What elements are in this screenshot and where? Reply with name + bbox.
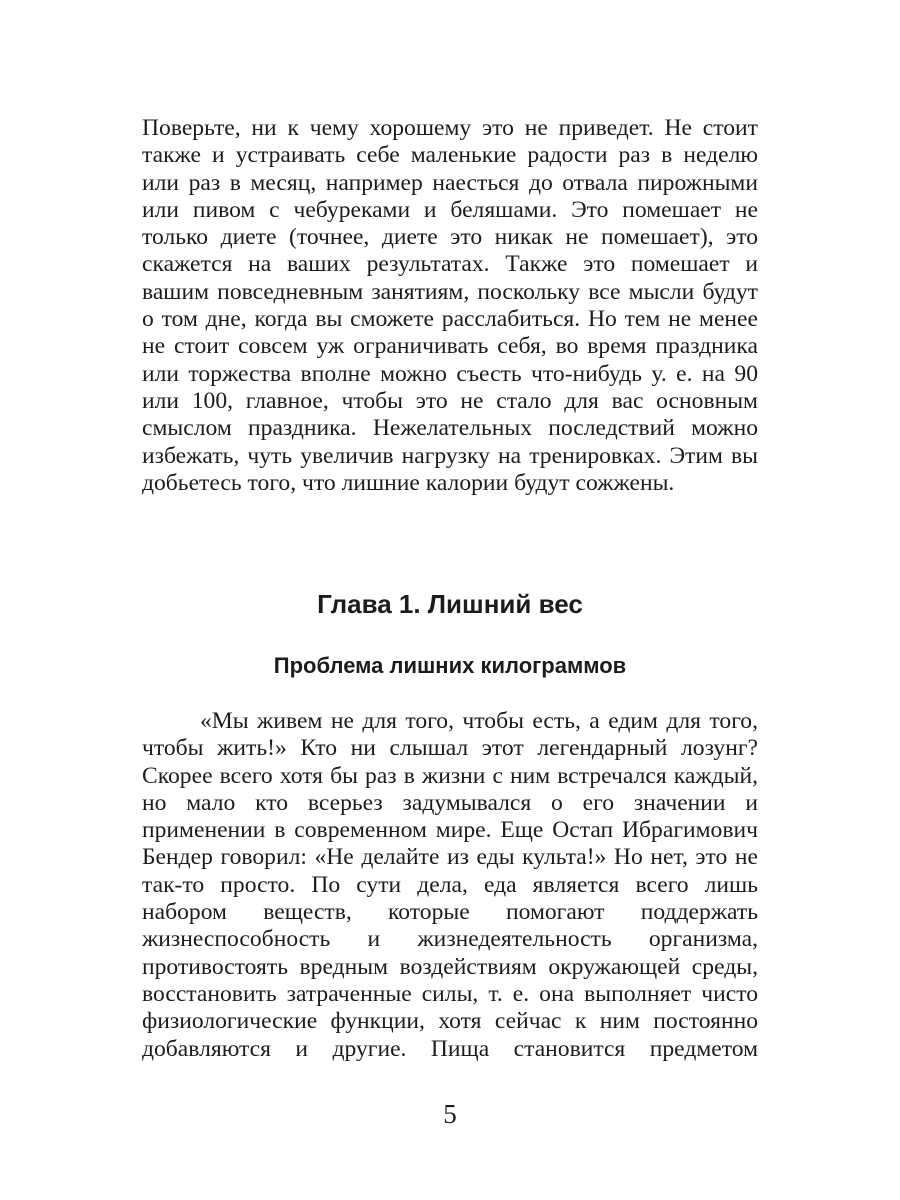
bottom-text-block (142, 708, 758, 1063)
page-number: 5 (443, 1099, 457, 1129)
paragraph-continued: Поверьте, ни к чему хорошему это не приведет. Не стоит также и устраивать себе маленькие радости раз в неделю или раз в месяц, например наесться до отвала пирожными или пивом с чебуреками и беляшами. Это помешает не только диете (точнее, диете это никак не помешает), это скажется на ваших результатах. Также это помешает и вашим повседневным занятиям, поскольку все мысли будут о том дне, когда вы сможете расслабиться. Но тем не менее не стоит совсем уж ограничивать себя, во время праздника или торжества вполне можно съесть что-нибудь у. е. на 90 или 100, главное, чтобы это не стало для вас основным смыслом праздника. Нежелательных последствий можно избежать, чуть увеличив нагрузку на тренировках. Этим вы добьетесь того, что лишние калории будут сожжены. (142, 115, 758, 496)
top-text-block (142, 115, 758, 497)
chapter-title: Глава 1. Лишний вес (317, 589, 583, 619)
section-title: Проблема лишних килограммов (273, 653, 627, 678)
paragraph-section-intro: «Мы живем не для того, чтобы есть, а едим для того, чтобы жить!» Кто ни слышал этот легендарный лозунг? Скорее всего хотя бы раз в жизни с ним встречался каждый, но мало кто всерьез задумывался о его значении и применении в современном мире. Еще Остап Ибрагимович Бендер говорил: «Не делайте из еды культа!» Но нет, это не так-то просто. По сути дела, еда является всего лишь набором веществ, которые помогают поддержать жизнеспособность и жизнедеятельность организма, противостоять вредным воздействиям окружающей среды, восстановить затраченные силы, т. е. она выполняет чисто физиологические функции, хотя сейчас к ним постоянно добавляются и другие. Пища становится предметом (142, 708, 758, 1062)
